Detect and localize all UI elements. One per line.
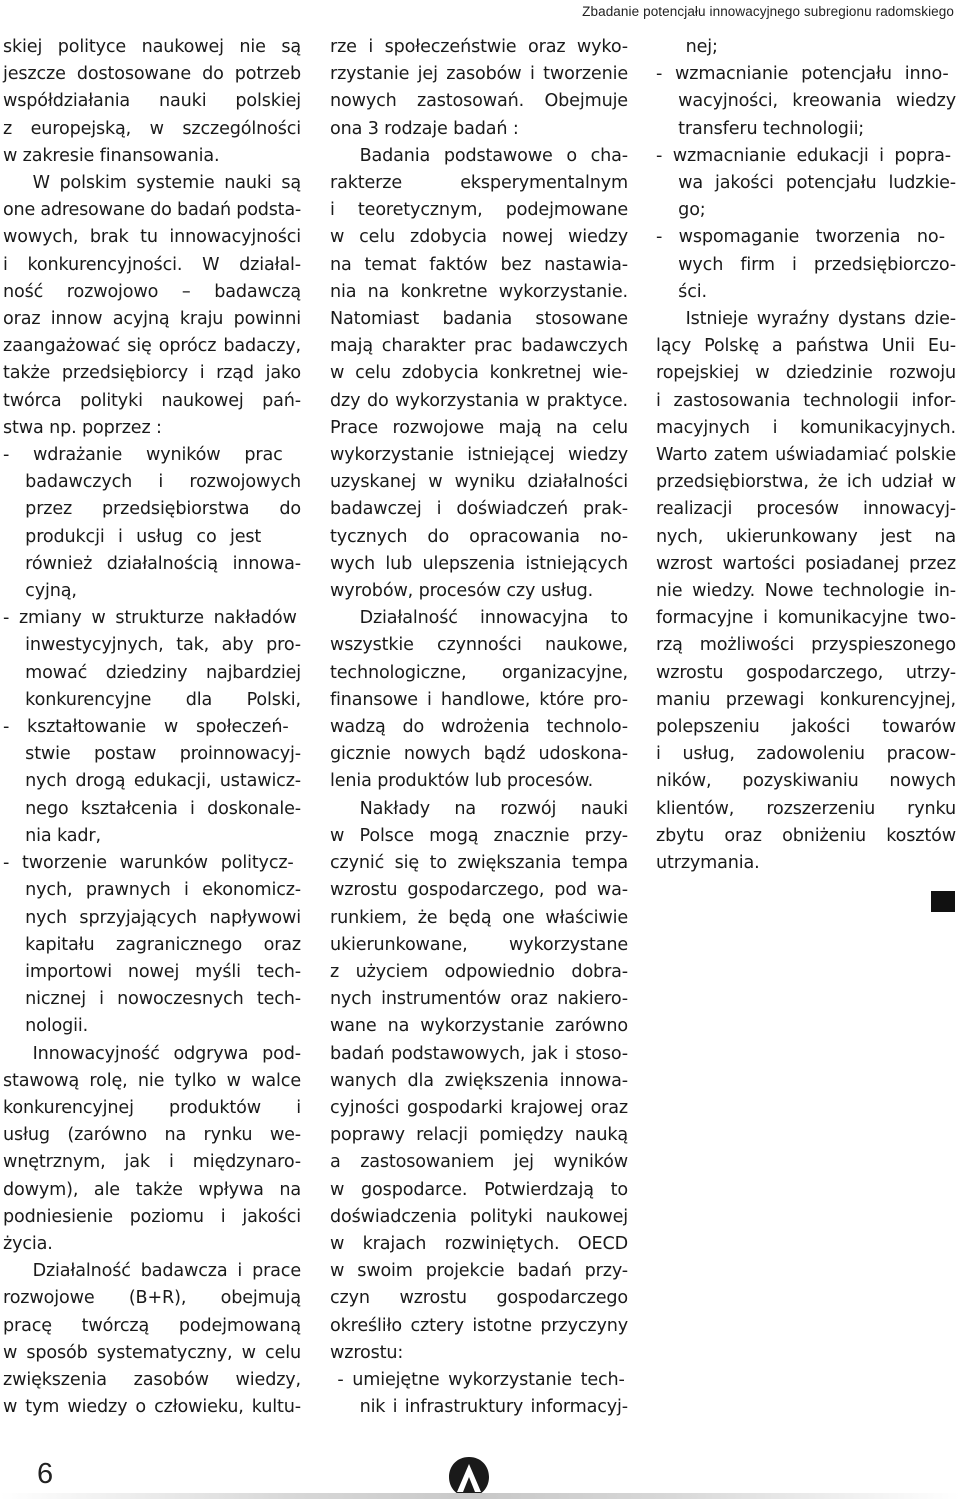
text-line: - kształtowanie w społeczeń- <box>3 717 289 738</box>
text-line: mować dziedziny najbardziej <box>25 662 301 683</box>
text-line: Nakłady na rozwój nauki <box>359 798 628 819</box>
text-line: stwie postaw proinnowacyj- <box>25 744 301 765</box>
text-line: runkiem, że będą one właściwie <box>330 907 628 928</box>
text-line: ukierunkowane, wykorzystane <box>330 934 628 955</box>
text-line: życia. <box>3 1233 53 1254</box>
text-line: rze i społeczeństwie oraz wyko- <box>330 37 628 57</box>
text-line: wszystkie czynności naukowe, <box>330 635 628 656</box>
text-line: go; <box>678 200 706 221</box>
text-line: mają charakter prac badawczych <box>330 336 628 357</box>
text-line: wowych, brak tu innowacyjności <box>3 227 301 248</box>
text-line: i teoretycznym, podejmowane <box>330 200 628 221</box>
end-of-article-mark <box>931 891 955 912</box>
text-line: gicznie nowych bądź udoskona- <box>330 744 628 765</box>
text-line: również działalnością innowa- <box>25 553 301 574</box>
text-line: badawczej i doświadczeń prak- <box>330 499 628 520</box>
text-line: nicznej i nowoczesnych tech- <box>25 989 301 1010</box>
text-line: Warto zatem uświadamiać polskie <box>656 445 956 466</box>
text-line: ona 3 rodzaje badań : <box>330 118 519 139</box>
text-line: doświadczenia polityki naukowej <box>330 1206 628 1227</box>
text-line: wacyjności, kreowania wiedzy <box>678 91 956 112</box>
text-line: w celu zdobycia konkretnej wie- <box>330 363 628 384</box>
text-line: dowym), ale także wpływa na <box>3 1179 301 1200</box>
text-line: podniesienie poziomu i jakości <box>3 1206 301 1227</box>
text-line: technologiczne, organizacyjne, <box>330 662 628 683</box>
text-line: wzrost wartości posiadanej przez <box>656 553 956 574</box>
text-line: czyn wzrostu gospodarczego <box>330 1288 628 1309</box>
text-line: nie wiedzy. Nowe technologie in- <box>656 581 956 602</box>
text-line: wzrostu gospodarczego, utrzy- <box>656 662 956 683</box>
text-line: przedsiębiorstwa, że ich udział w <box>656 472 956 493</box>
text-line: zaangażować się oprócz badaczy, <box>3 336 301 357</box>
text-line: w tym wiedzy o człowieku, kultu- <box>3 1397 301 1418</box>
text-line: tycznych do opracowania no- <box>330 526 628 547</box>
page-number: 6 <box>37 1458 54 1490</box>
text-line: wykorzystanie istniejącej wiedzy <box>330 445 628 466</box>
text-line: zbytu oraz obniżeniu kosztów <box>656 825 956 846</box>
text-line: - wspomaganie tworzenia no- <box>656 227 946 248</box>
text-line: nowych zastosowań. Obejmuje <box>330 91 628 112</box>
text-line: nik i infrastruktury informacyj- <box>359 1397 628 1418</box>
text-line: nych sprzyjających napływowi <box>25 907 301 928</box>
text-line: Działalność innowacyjna to <box>359 608 628 629</box>
text-line: rzą możliwości przyspieszonego <box>656 635 956 656</box>
text-line: ropejskiej w dziedzinie rozwoju <box>656 363 956 384</box>
text-line: importowi nowej myśli tech- <box>25 961 301 982</box>
text-line: ści. <box>678 281 707 302</box>
text-line: uzyskanej w wyniku działalności <box>330 472 628 493</box>
text-line: utrzymania. <box>656 853 760 874</box>
text-line: finansowe i handlowe, które pro- <box>330 689 628 710</box>
text-line: macyjnych i komunikacyjnych. <box>656 417 956 438</box>
text-line: w gospodarce. Potwierdzają to <box>330 1179 628 1200</box>
text-line: lący Polskę a państwa Unii Eu- <box>656 336 956 357</box>
text-line: kapitału zagranicznego oraz <box>25 934 301 955</box>
text-line: Istnieje wyraźny dystans dzie- <box>685 309 956 330</box>
text-line: transferu technologii; <box>678 118 865 139</box>
text-line: twórca polityki naukowej pań- <box>3 390 301 411</box>
text-line: rozwojowe (B+R), obejmują <box>3 1288 301 1309</box>
text-line: także przedsiębiorcy i rząd jako <box>3 363 301 384</box>
text-line: klientów, rozszerzeniu rynku <box>656 798 956 819</box>
text-line: na temat faktów bez nastawia- <box>330 254 628 275</box>
text-line: poprawy relacji pomiędzy nauką <box>330 1125 628 1146</box>
text-line: nia kadr, <box>25 825 101 846</box>
text-line: oraz innow acyjną kraju powinni <box>3 309 301 330</box>
text-line: konkurencyjne dla Polski, <box>25 689 301 710</box>
text-line: nologii. <box>25 1016 89 1037</box>
running-header: Zbadanie potencjału innowacyjnego subregionu radomskiego <box>582 4 954 19</box>
text-column-1 <box>3 34 301 1421</box>
text-line: w celu zdobycia nowej wiedzy <box>330 227 628 248</box>
text-line: w Polsce mogą znacznie przy- <box>330 825 628 846</box>
text-column-2 <box>330 34 628 1421</box>
text-line: wnętrznym, jak i międzynaro- <box>3 1152 301 1173</box>
text-line: cyjności gospodarki krajowej oraz <box>330 1097 628 1118</box>
text-line: ność rozwojowo – badawczą <box>3 281 301 302</box>
text-line: badań podstawowych, jak i stoso- <box>330 1043 628 1064</box>
text-line: i zastosowania technologii infor- <box>656 390 956 411</box>
text-line: z użyciem odpowiednio dobra- <box>330 961 628 982</box>
text-line: stwa np. poprzez : <box>3 417 162 438</box>
text-line: wane na wykorzystanie zarówno <box>330 1016 628 1037</box>
text-line: wadzą do wdrożenia technolo- <box>330 717 628 738</box>
text-line: pracę twórczą podejmowaną <box>3 1315 301 1336</box>
text-line: w sposób systematyczny, w celu <box>3 1342 301 1363</box>
text-line: - wzmacnianie potencjału inno- <box>656 64 949 85</box>
text-line: Natomiast badania stosowane <box>330 309 628 330</box>
text-line: w krajach rozwiniętych. OECD <box>330 1233 628 1254</box>
text-line: nia na konkretne wykorzystanie. <box>330 281 628 302</box>
text-line: wzrostu gospodarczego, pod wa- <box>330 880 628 901</box>
text-line: w swoim projekcie badań przy- <box>330 1261 628 1282</box>
text-line: czynić się to zwiększania tempa <box>330 853 628 874</box>
text-line: produkcji i usług co jest <box>25 526 262 547</box>
text-line: Prace rozwojowe mają na celu <box>330 417 628 438</box>
text-line: one adresowane do badań podsta- <box>3 200 301 221</box>
text-line: Badania podstawowe o cha- <box>359 145 628 166</box>
text-line: nej; <box>685 37 718 57</box>
text-line: rakterze eksperymentalnym <box>330 173 628 194</box>
text-line: formacyjne i komunikacyjne two- <box>656 608 956 629</box>
text-line: stawową rolę, nie tylko w walce <box>3 1070 301 1091</box>
text-line: Działalność badawcza i prace <box>32 1261 301 1282</box>
text-line: cyjną, <box>25 581 77 602</box>
text-line: a zastosowaniem jej wyników <box>330 1152 628 1173</box>
text-line: wych lub ulepszenia istniejących <box>330 553 628 574</box>
text-line: rzystanie jej zasobów i tworzenie <box>330 64 628 85</box>
text-line: W polskim systemie nauki są <box>32 173 301 194</box>
text-line: nych, prawnych i ekonomicz- <box>25 880 301 901</box>
text-line: polepszeniu jakości towarów <box>656 717 956 738</box>
text-line: maniu przewagi konkurencyjnej, <box>656 689 956 710</box>
text-line: i usług, zadowoleniu pracow- <box>656 744 956 765</box>
text-line: inwestycyjnych, tak, aby pro- <box>25 635 301 656</box>
text-line: wzrostu: <box>330 1342 404 1363</box>
text-line: skiej polityce naukowej nie są <box>3 37 301 57</box>
text-line: - wzmacnianie edukacji i popra- <box>656 145 951 166</box>
text-line: wa jakości potencjału ludzkie- <box>678 173 956 194</box>
text-line: usług (zarówno na rynku we- <box>3 1125 301 1146</box>
text-line: nych, ukierunkowany jest na <box>656 526 956 547</box>
text-line: realizacji procesów innowacyj- <box>656 499 956 520</box>
text-line: i konkurencyjności. W działal- <box>3 254 301 275</box>
text-line: wych firm i przedsiębiorczo- <box>678 254 956 275</box>
text-line: - tworzenie warunków politycz- <box>3 853 294 874</box>
footer-rule <box>0 1493 960 1499</box>
text-line: nych drogą edukacji, ustawicz- <box>25 771 301 792</box>
text-line: nych instrumentów oraz nakiero- <box>330 989 628 1010</box>
text-line: dzy do wykorzystania w praktyce. <box>330 390 628 411</box>
text-line: współdziałania nauki polskiej <box>3 91 301 112</box>
text-column-3 <box>656 34 956 877</box>
text-line: Innowacyjność odgrywa pod- <box>32 1043 301 1064</box>
text-line: zwiększenia zasobów wiedzy, <box>3 1369 301 1390</box>
text-line: z europejską, w szczególności <box>3 118 301 139</box>
text-line: konkurencyjnej produktów i <box>3 1097 301 1118</box>
text-line: lenia produktów lub procesów. <box>330 771 594 792</box>
text-line: - umiejętne wykorzystanie tech- <box>337 1369 625 1390</box>
text-line: jeszcze dostosowane do potrzeb <box>3 64 301 85</box>
text-line: nego kształcenia i doskonale- <box>25 798 301 819</box>
text-line: przez przedsiębiorstwa do <box>25 499 301 520</box>
text-line: ników, pozyskiwaniu nowych <box>656 771 956 792</box>
text-line: - wdrażanie wyników prac <box>3 445 283 466</box>
text-line: wyrobów, procesów czy usług. <box>330 581 594 602</box>
text-line: w zakresie finansowania. <box>3 145 220 166</box>
text-line: badawczych i rozwojowych <box>25 472 301 493</box>
text-line: określiło cztery istotne przyczyny <box>330 1315 628 1336</box>
text-line: wanych dla zwiększenia innowa- <box>330 1070 628 1091</box>
text-line: - zmiany w strukturze nakładów <box>3 608 297 629</box>
